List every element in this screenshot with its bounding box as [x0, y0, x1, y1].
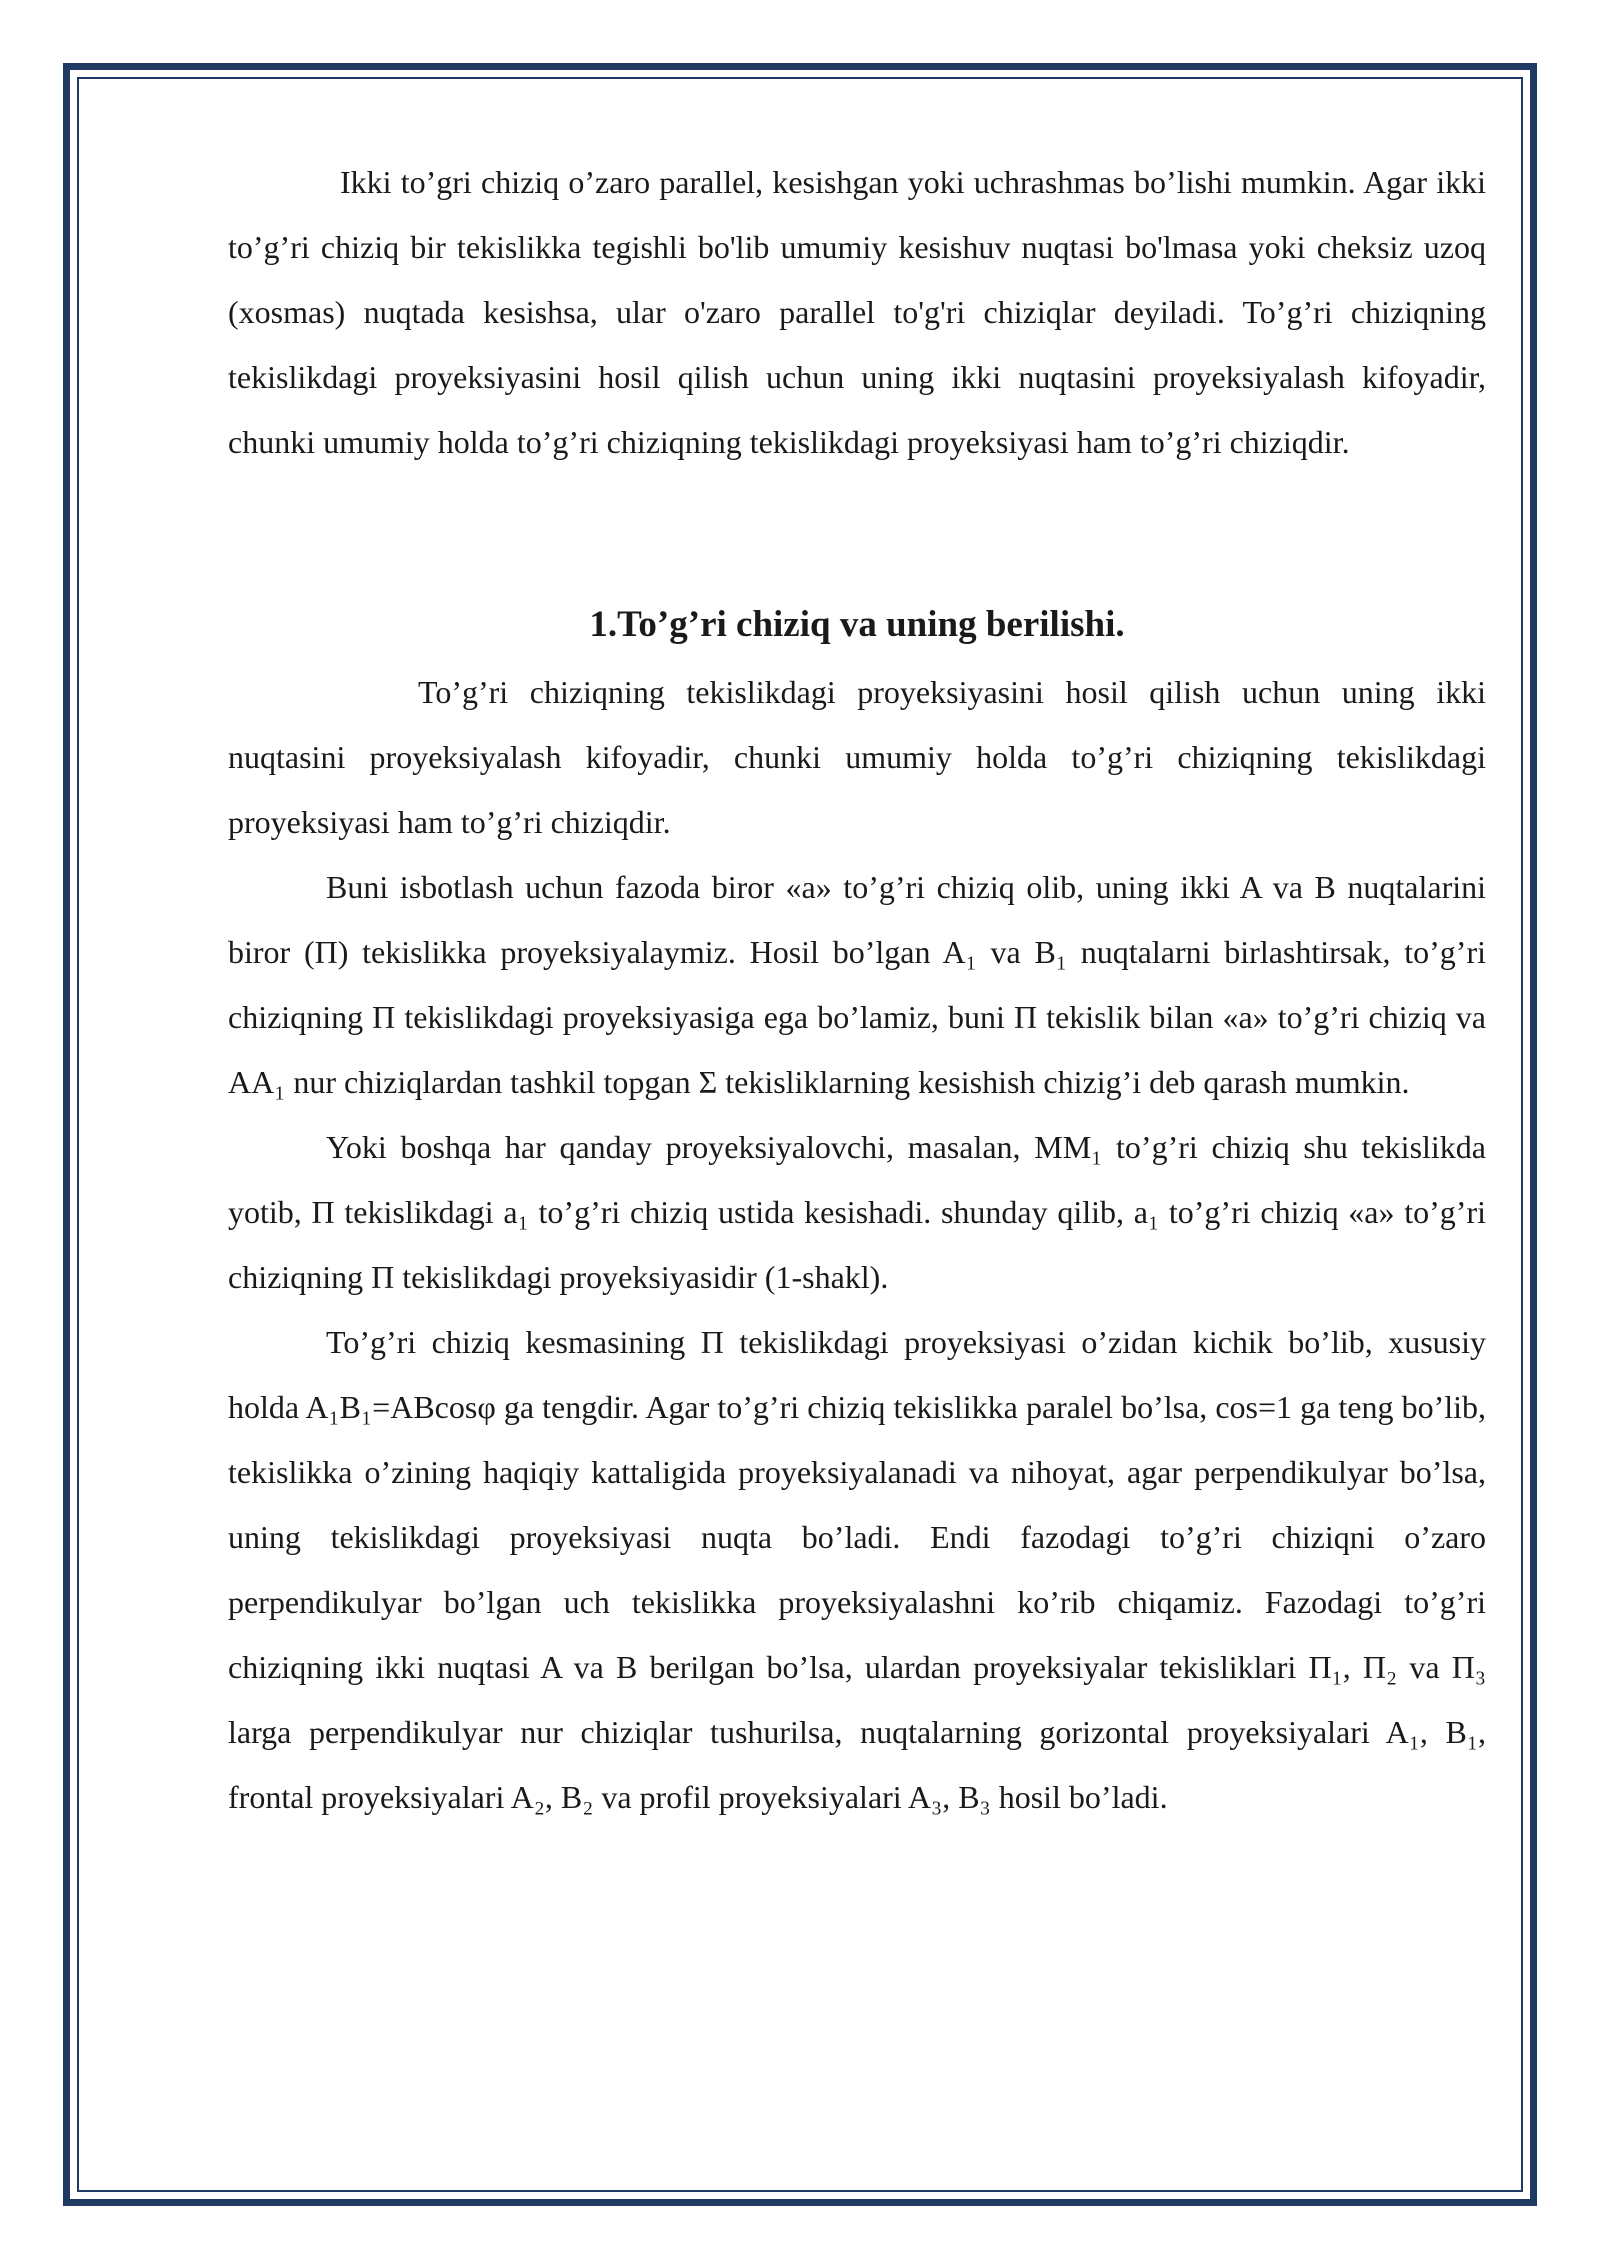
paragraph-3: Yoki boshqa har qanday proyeksiyalovchi, masalan, MM₁ to’g’ri chiziq shu tekislikda yotib, Π tekislikdagi a₁ to’g’ri chiziq ustida kesishadi. shunday qilib, a₁ to’g’ri chiziq «a» to’g’ri chiziqning Π tekislikdagi proyeksiyasidir (1-shakl).	[228, 1129, 1486, 1295]
paragraph-4: To’g’ri chiziq kesmasining Π tekislikdagi proyeksiyasi o’zidan kichik bo’lib, xususiy holda A₁B₁=ABcosφ ga tengdir. Agar to’g’ri chiziq tekislikka paralel bo’lsa, cos=1 ga teng bo’lib, tekislikka o’zining haqiqiy kattaligida proyeksiyalanadi va nihoyat, agar perpendikulyar bo’lsa, uning tekislikdagi proyeksiyasi nuqta bo’ladi. Endi fazodagi to’g’ri chiziqni o’zaro perpendikulyar bo’lgan uch tekislikka proyeksiyalashni ko’rib chiqamiz. Fazodagi to’g’ri chiziqning ikki nuqtasi A va B berilgan bo’lsa, ulardan proyeksiyalar tekisliklari Π₁, Π₂ va Π₃ larga perpendikulyar nur chiziqlar tushurilsa, nuqtalarning gorizontal proyeksiyalari A₁, B₁, frontal proyeksiyalari A₂, B₂ va profil proyeksiyalari A₃, B₃ hosil bo’ladi.	[228, 1324, 1486, 1815]
section-heading: 1.To’g’ri chiziq va uning berilishi.	[589, 604, 1125, 645]
intro-paragraph: Ikki to’gri chiziq o’zaro parallel, kesishgan yoki uchrashmas bo’lishi mumkin. Agar ikki to’g’ri chiziq bir tekislikka tegishli bo'lib umumiy kesishuv nuqtasi bo'lmasa yoki cheksiz uzoq (xosmas) nuqtada kesishsa, ular o'zaro parallel to'g'ri chiziqlar deyiladi. To’g’ri chiziqning tekislikdagi proyeksiyasini hosil qilish uchun uning ikki nuqtasini proyeksiyalash kifoyadir, chunki umumiy holda to’g’ri chiziqning tekislikdagi proyeksiyasi ham to’g’ri chiziqdir.	[228, 164, 1486, 460]
paragraph-1: To’g’ri chiziqning tekislikdagi proyeksiyasini hosil qilish uchun uning ikki nuqtasini proyeksiyalash kifoyadir, chunki umumiy holda to’g’ri chiziqning tekislikdagi proyeksiyasi ham to’g’ri chiziqdir.	[228, 674, 1486, 840]
document-body	[228, 150, 1486, 1830]
section-spacer	[228, 475, 1486, 590]
paragraph-2: Buni isbotlash uchun fazoda biror «a» to’g’ri chiziq olib, uning ikki A va B nuqtalarini biror (Π) tekislikka proyeksiyalaymiz. Hosil bo’lgan A₁ va B₁ nuqtalarni birlashtirsak, to’g’ri chiziqning Π tekislikdagi proyeksiyasiga ega bo’lamiz, buni Π tekislik bilan «a» to’g’ri chiziq va AA₁ nur chiziqlardan tashkil topgan Σ tekisliklarning kesishish chizig’i deb qarash mumkin.	[228, 869, 1486, 1100]
